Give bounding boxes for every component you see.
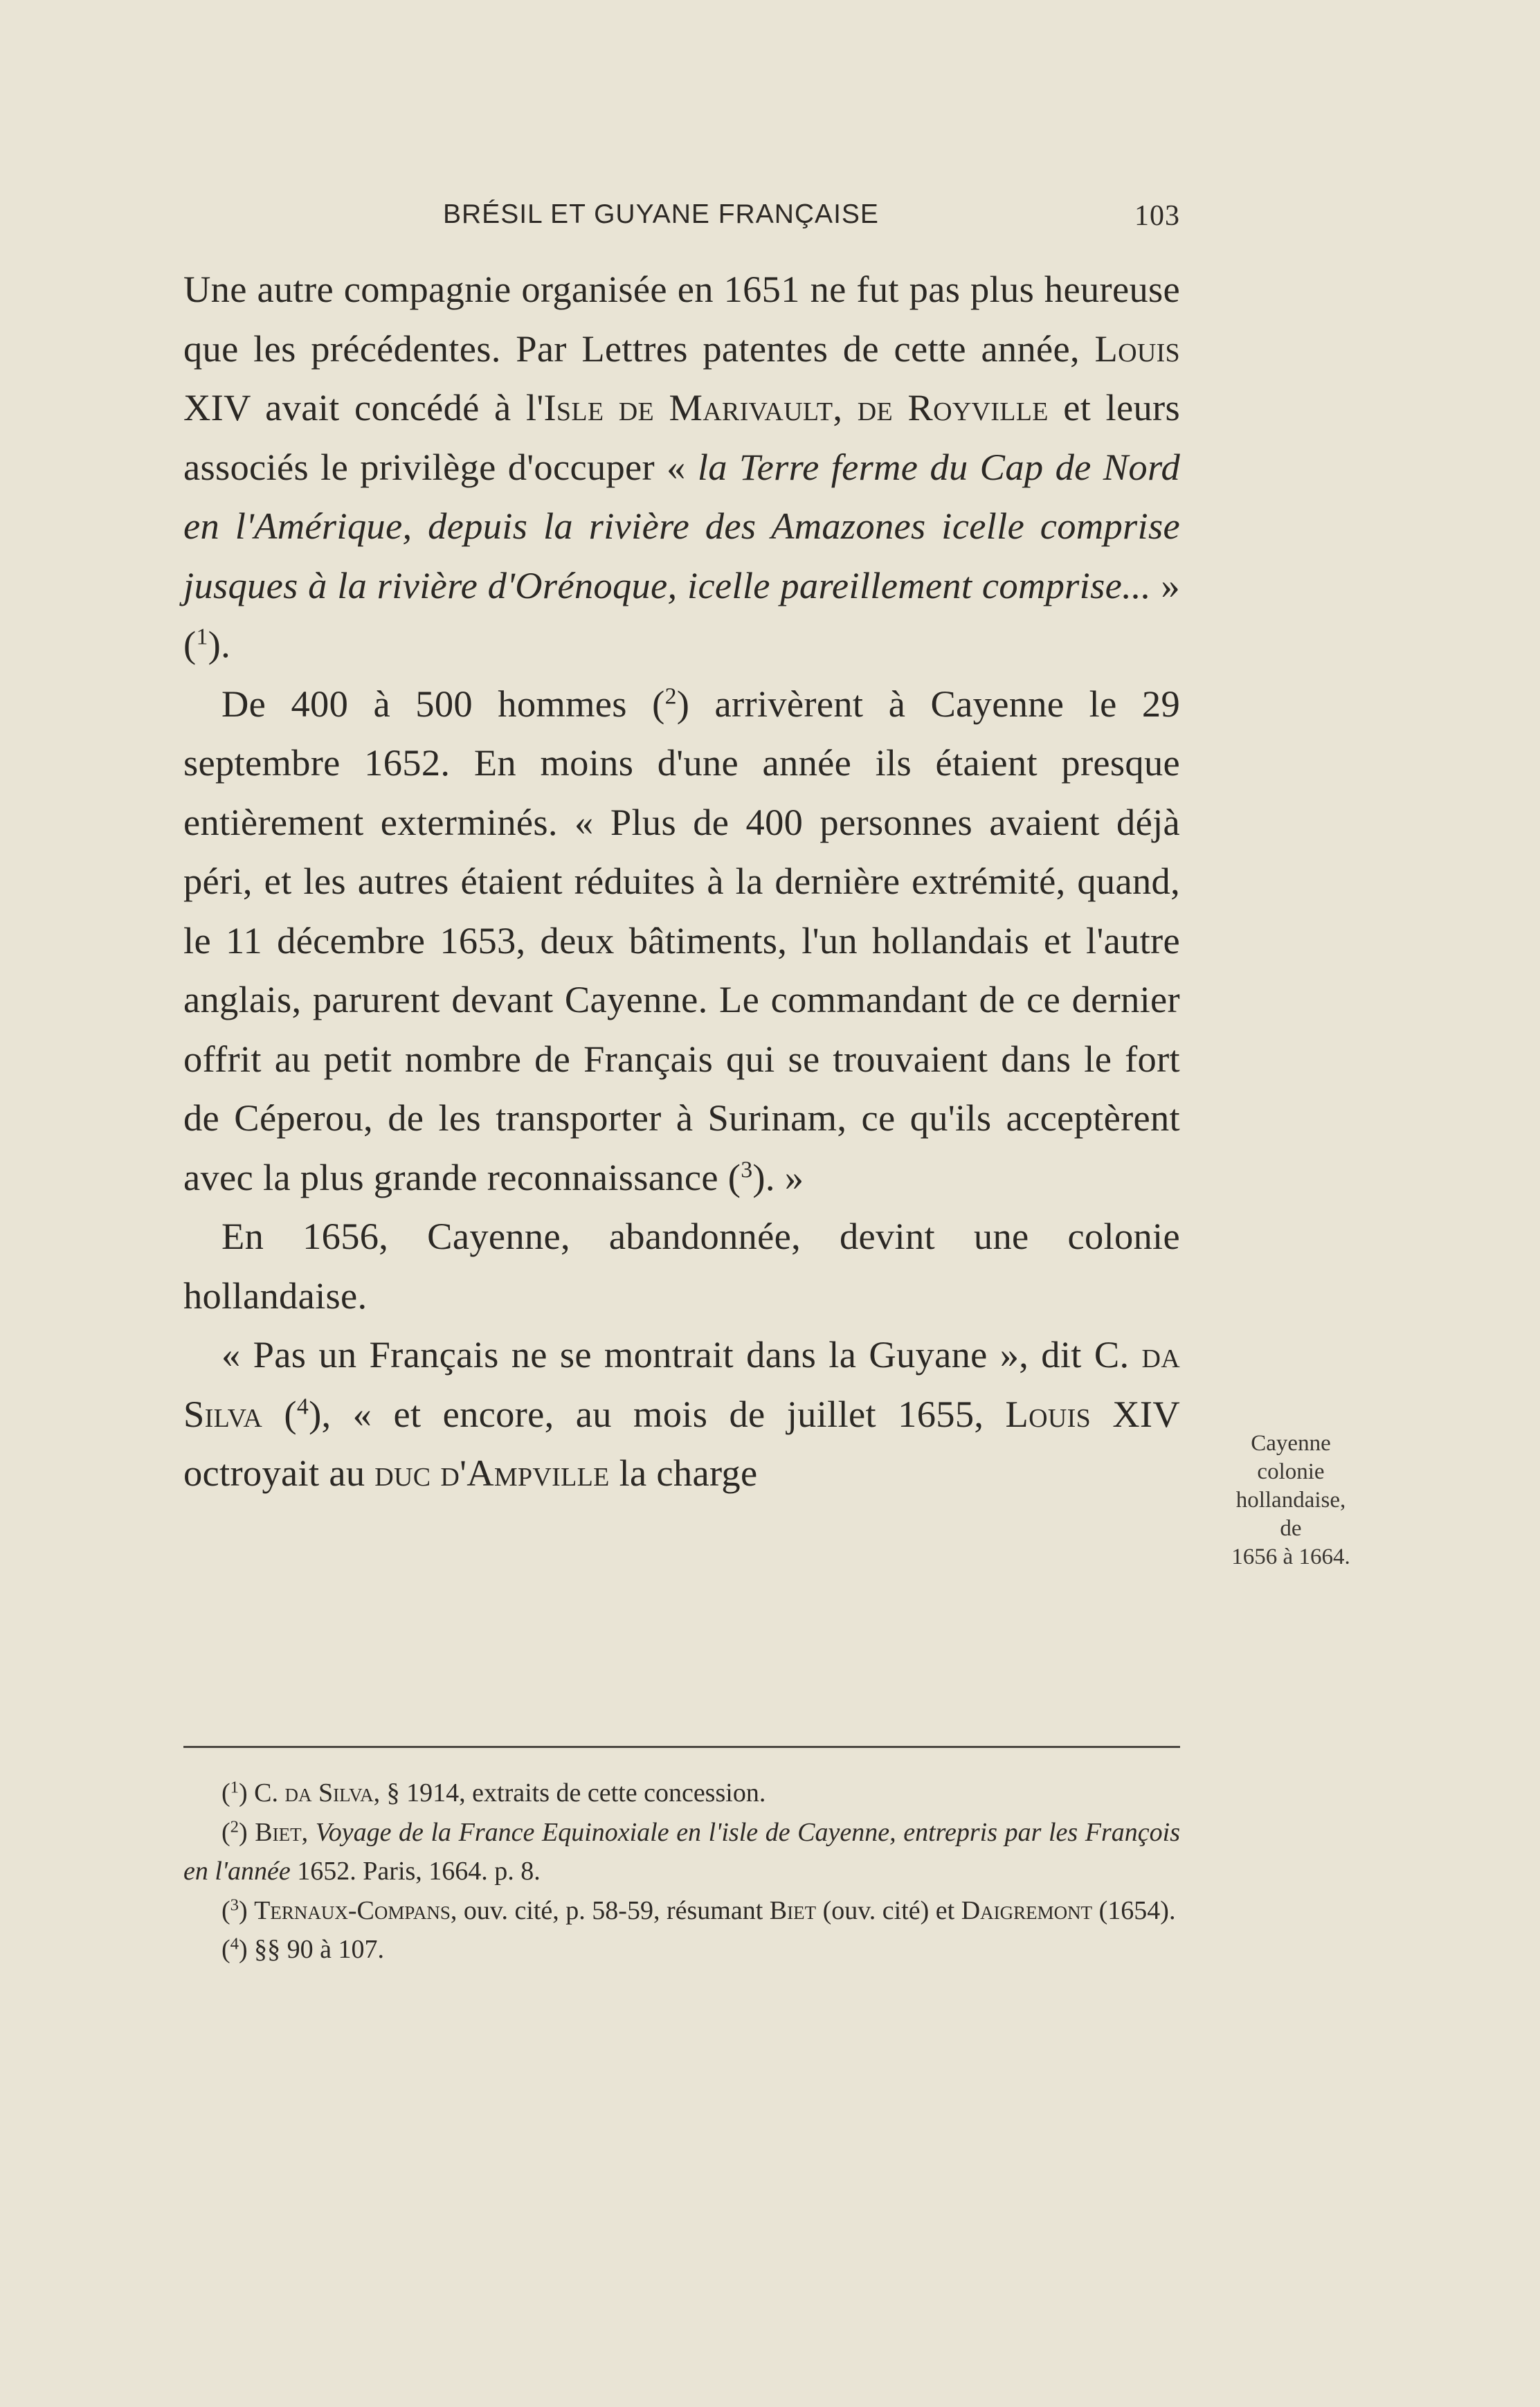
paragraph-2: De 400 à 500 hommes ($^2$) arrivèrent à Cayenne le 29 septembre 1652. En moins d'une année ils étaient presque entièrement exterminés. « Plus de 400 personnes avaient déjà péri, et les autres étaient réduites à la dernière extrémité, quand, le 11 décembre 1653, deux bâtiments, l'un hollandais et l'autre anglais, parurent devant Cayenne. Le commandant de ce dernier offrit au petit nombre de Français qui se trouvaient dans le fort de Céperou, de les transporter à Surinam, ce qu'ils acceptèrent avec la plus grande reconnaissance ($^3$). » — [183, 682, 1180, 1198]
page-number: 103 — [1134, 200, 1180, 232]
body-text — [183, 260, 1180, 1503]
footnote-ref: 2 — [664, 683, 677, 709]
paragraph-4: « Pas un Français ne se montrait dans la Guyane », dit C. da Silva ($^4$), « et encore, au mois de juillet 1655, Louis XIV octroyait au duc d'Ampville la charge — [183, 1333, 1181, 1494]
footnote-1: ($^1$) C. da Silva, § 1914, extraits de cette concession. — [221, 1778, 766, 1807]
margin-note: Cayenne colonie hollandaise, de 1656 à 1664. — [1231, 1431, 1350, 1569]
footnote-divider — [183, 1746, 1180, 1748]
footnote-2: ($^2$) Biet, Voyage de la France Equinoxiale en l'isle de Cayenne, entrepris par les François en l'année 1652. Paris, 1664. p. 8. — [183, 1817, 1181, 1886]
page-header — [183, 199, 1180, 241]
footnote-4: ($^4$) §§ 90 à 107. — [221, 1934, 385, 1964]
footnote-3: ($^3$) Ternaux-Compans, ouv. cité, p. 58-59, résumant Biet (ouv. cité) et Daigremont (1654). — [221, 1895, 1176, 1925]
running-title: BRÉSIL ET GUYANE FRANÇAISE — [443, 199, 879, 229]
footnotes — [183, 1774, 1180, 1969]
quotation: la Terre ferme du Cap de Nord en l'Amérique, depuis la rivière des Amazones icelle comprise jusques à la rivière d'Orénoque, icelle pareillement comprise... — [183, 445, 1180, 606]
paragraph-3: En 1656, Cayenne, abandonnée, devint une colonie hollandaise. — [183, 1215, 1180, 1317]
paragraph-1: Une autre compagnie organisée en 1651 ne fut pas plus heureuse que les précédentes. Par Lettres patentes de cette année, Louis XIV avait concédé à l'Isle de Marivault, de Royville et leurs associés le privilège d'occuper « la Terre ferme du Cap de Nord en l'Amérique, depuis la rivière des Amazones icelle comprise jusques à la rivière d'Orénoque, icelle pareillement comprise... » ($^1$). — [183, 268, 1180, 665]
footnote-ref: 1 — [196, 624, 208, 650]
footnote-ref: 4 — [296, 1393, 309, 1419]
footnote-ref: 3 — [741, 1156, 753, 1182]
